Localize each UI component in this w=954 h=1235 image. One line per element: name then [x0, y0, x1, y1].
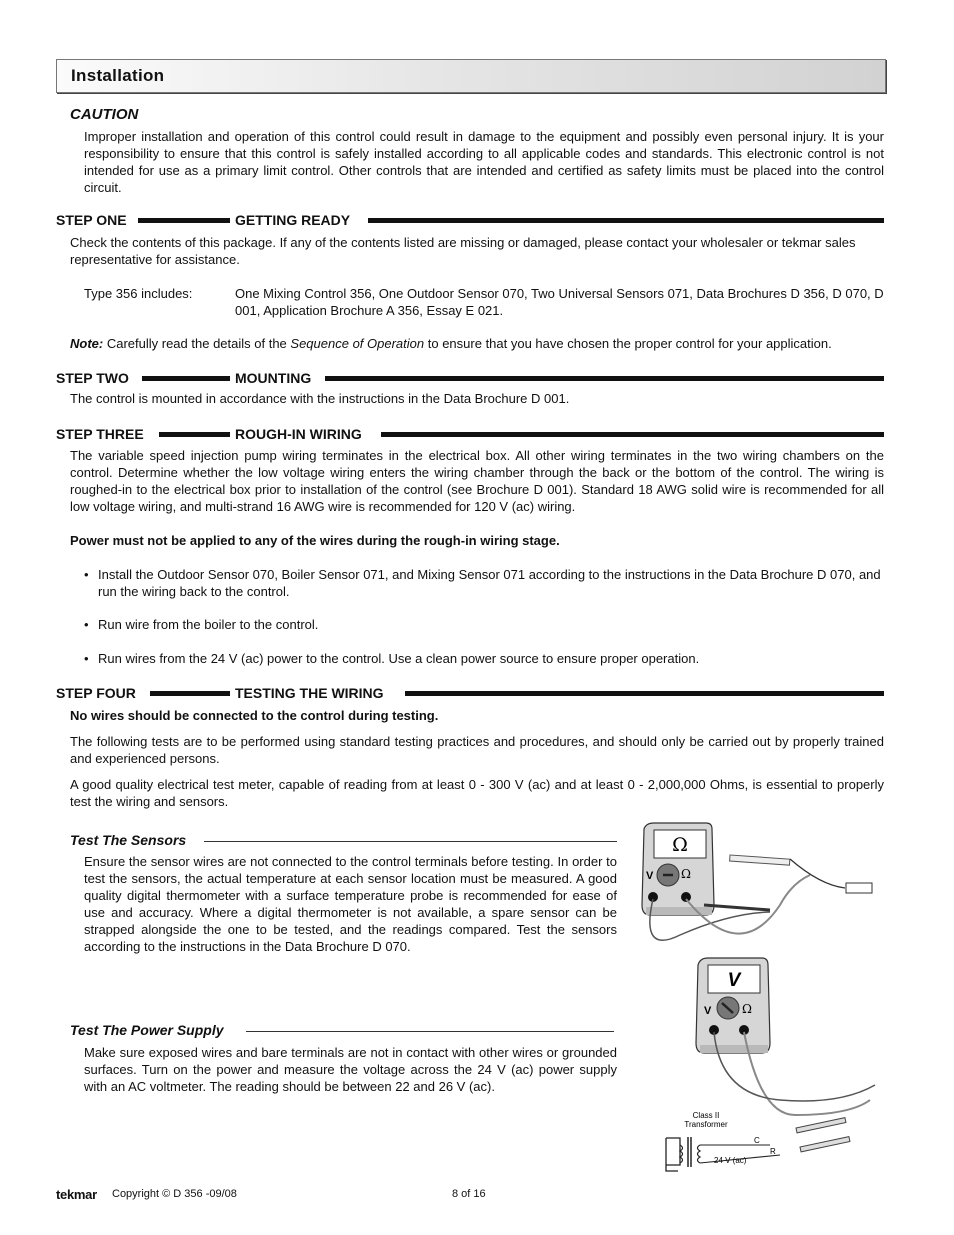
step-three-text: The variable speed injection pump wiring terminates in the electrical box. All other wiring terminates in the two wiring chambers on the control. Determine whether the low voltage wiring enters the wiring chamber through the back or the bottom of the control. The wiring is roughed-in to the electrical box prior to installation of the control (see Brochure D 001). Standard 18 AWG solid wire is recommended for all low voltage wiring, and multi-strand 16 AWG wire is recommended for 120 V (ac) wiring.: [70, 448, 884, 514]
step-one-title: GETTING READY: [235, 212, 351, 228]
terminal-r-label: R: [770, 1147, 776, 1156]
sensor-probe: [730, 855, 790, 865]
footer-page-number: 8 of 16: [452, 1188, 486, 1200]
bullet-item: Run wires from the 24 V (ac) power to the control. Use a clean power source to ensure proper operation.: [98, 651, 700, 666]
probe-c: [796, 1118, 846, 1133]
step-four-label: STEP FOUR: [56, 685, 136, 701]
step-three-rule-right: [381, 432, 884, 437]
probe-r: [800, 1137, 850, 1152]
note: [70, 335, 890, 352]
ohm-display: Ω: [672, 834, 688, 856]
caution-text: Improper installation and operation of this control could result in damage to the equipment and possibly even personal injury. It is your responsibility to ensure that this control is safely installed according to all applicable codes and standards. This electronic control is not intended for use as a primary limit control. Other controls that are intended and certified as safety limits must be placed into the control circuit.: [84, 129, 884, 195]
step-two-rule-left: [142, 376, 230, 381]
includes-text: One Mixing Control 356, One Outdoor Sensor 070, Two Universal Sensors 071, Data Brochures D 356, D 070, D 001, Application Brochure A 356, Essay E 021.: [235, 286, 884, 318]
test-sensors-text: Ensure the sensor wires are not connected to the control terminals before testing. In order to test the sensors, the actual temperature at each sensor location must be measured. A good quality digital thermometer with a surface temperature probe is recommended for ease of use and accuracy. Where a digital thermometer is not available, a spare sensor can be strapped alongside the one to be tested, and the readings compared. Test the sensors according to the instructions in the Data Brochure D 070.: [84, 854, 617, 954]
step-one-label: STEP ONE: [56, 212, 127, 228]
step-three-label: STEP THREE: [56, 426, 144, 442]
step-four-rule-right: [405, 691, 884, 696]
v-display: V: [727, 970, 741, 991]
step-two-text: The control is mounted in accordance with the instructions in the Data Brochure D 001.: [70, 391, 570, 406]
dial-v-label: V: [646, 870, 654, 882]
bullet-item: Install the Outdoor Sensor 070, Boiler Sensor 071, and Mixing Sensor 071 according to the instructions in the Data Brochure D 070, and run the wiring back to the control.: [98, 567, 881, 599]
dial-ohm-label: Ω: [681, 867, 691, 881]
bullet-dot: •: [84, 567, 89, 582]
test-power-text: Make sure exposed wires and bare terminals are not in contact with other wires or grounded surfaces. Turn on the power and measure the voltage across the 24 V (ac) power supply with an AC voltmeter. The reading should be between 22 and 26 V (ac).: [84, 1045, 617, 1094]
step-three-title: ROUGH-IN WIRING: [235, 426, 362, 442]
step-four-warning: No wires should be connected to the control during testing.: [70, 708, 439, 723]
transformer-label-2: Transformer: [684, 1120, 728, 1129]
dial-ohm-label: Ω: [742, 1002, 752, 1016]
step-four-text-1: The following tests are to be performed using standard testing practices and procedures, and should only be carried out by properly trained and experienced persons.: [70, 734, 884, 766]
step-two-title: MOUNTING: [235, 370, 312, 386]
test-power-heading: Test The Power Supply: [70, 1022, 224, 1038]
meter-diagram: [620, 815, 890, 1175]
step-one-text: Check the contents of this package. If any of the contents listed are missing or damaged, please contact your wholesaler or tekmar sales representative for assistance.: [70, 235, 856, 267]
step-two-rule-right: [325, 376, 884, 381]
section-header: [56, 59, 886, 93]
sensor-body: [846, 883, 872, 893]
bullet-dot: •: [84, 617, 89, 632]
section-title: Installation: [71, 66, 165, 85]
transformer-label-1: Class II: [692, 1111, 720, 1120]
terminal-c-label: C: [754, 1136, 760, 1145]
note-text-a: Carefully read the details of the: [106, 336, 287, 351]
voltage-label: 24 V (ac): [714, 1156, 747, 1165]
footer-copyright: Copyright © D 356 -09/08: [112, 1188, 237, 1200]
step-four-rule-left: [150, 691, 230, 696]
transformer: [666, 1137, 780, 1171]
step-four-title: TESTING THE WIRING: [235, 685, 384, 701]
note-italic: Sequence of Operation: [290, 336, 425, 351]
note-text-b: to ensure that you have chosen the proper control for your application.: [427, 336, 832, 351]
bullet-dot: •: [84, 651, 89, 666]
dial-v-label: V: [704, 1005, 712, 1017]
step-three-warning: Power must not be applied to any of the wires during the rough-in wiring stage.: [70, 533, 560, 548]
test-sensors-rule: [204, 841, 617, 842]
step-two-label: STEP TWO: [56, 370, 129, 386]
step-one-rule-left: [138, 218, 230, 223]
test-power-rule: [246, 1031, 614, 1032]
includes-label: Type 356 includes:: [84, 286, 193, 301]
caution-heading: CAUTION: [70, 106, 139, 123]
footer-logo: tekmar: [56, 1187, 97, 1202]
note-label: Note:: [70, 336, 104, 351]
step-four-text-2: A good quality electrical test meter, capable of reading from at least 0 - 300 V (ac) and at least 0 - 2,000,000 Ohms, is essential to properly test the wiring and sensors.: [70, 777, 884, 809]
step-one-rule-right: [368, 218, 884, 223]
step-three-rule-left: [159, 432, 230, 437]
bullet-item: Run wire from the boiler to the control.: [98, 617, 319, 632]
test-sensors-heading: Test The Sensors: [70, 832, 187, 848]
